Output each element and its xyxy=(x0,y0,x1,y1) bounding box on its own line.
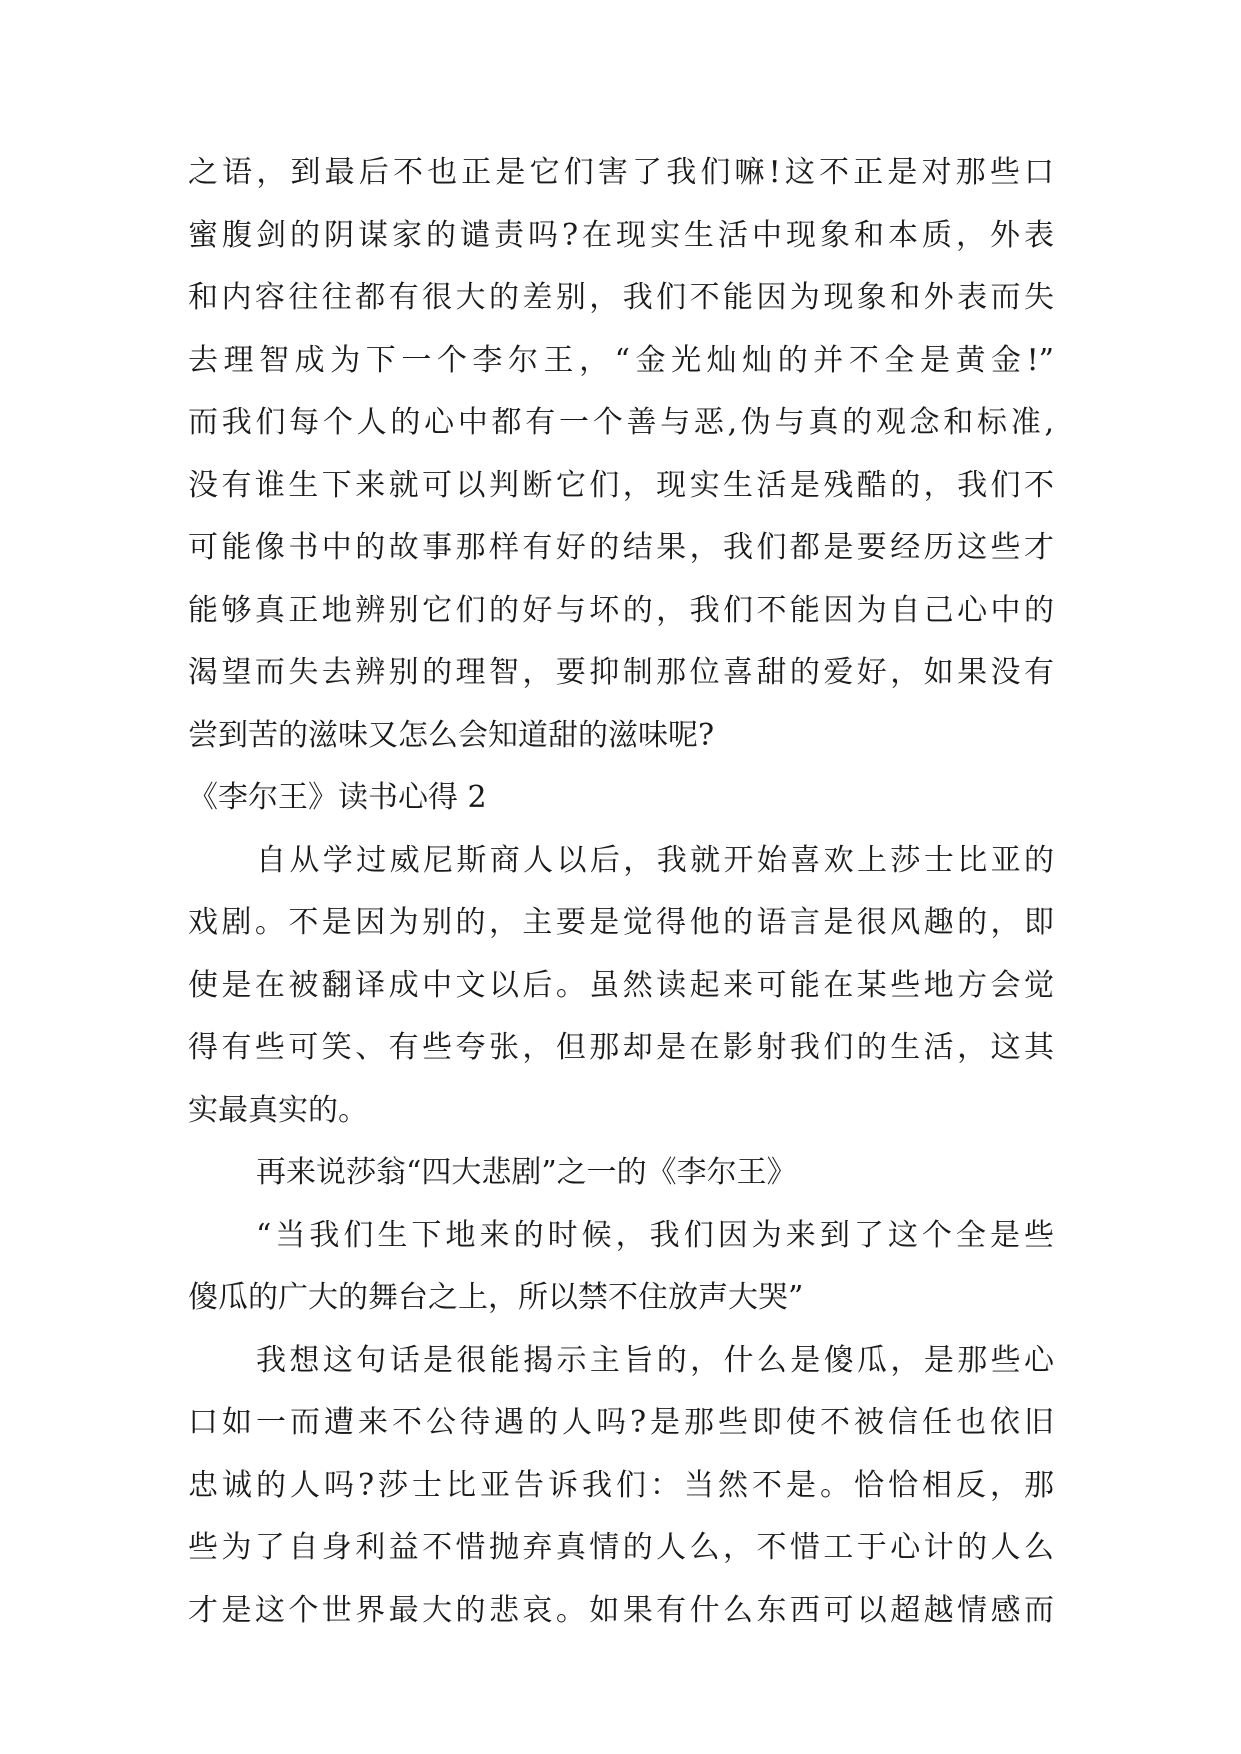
text-line: 我想这句话是很能揭示主旨的，什么是傻瓜，是那些心 xyxy=(256,1342,1054,1378)
text-line: 戏剧。不是因为别的，主要是觉得他的语言是很风趣的，即 xyxy=(188,905,1054,940)
text-line: 些为了自身利益不惜抛弃真情的人么，不惜工于心计的人么 xyxy=(188,1530,1054,1565)
text-line: 能够真正地辨别它们的好与坏的，我们不能因为自己心中的 xyxy=(188,592,1054,628)
text-line: 渴望而失去辨别的理智，要抑制那位喜甜的爱好，如果没有 xyxy=(188,655,1054,690)
text-line: 口如一而遭来不公待遇的人吗?是那些即使不被信任也依旧 xyxy=(188,1405,1054,1440)
text-line: 尝到苦的滋味又怎么会知道甜的滋味呢? xyxy=(188,717,715,753)
text-line: 没有谁生下来就可以判断它们，现实生活是残酷的，我们不 xyxy=(188,467,1054,503)
text-line: 忠诚的人吗?莎士比亚告诉我们：当然不是。恰恰相反，那 xyxy=(188,1467,1054,1503)
text-line: 去理智成为下一个李尔王，“金光灿灿的并不全是黄金!” xyxy=(188,342,1054,378)
text-line: 使是在被翻译成中文以后。虽然读起来可能在某些地方会觉 xyxy=(188,967,1054,1003)
section-heading: 《李尔王》读书心得 2 xyxy=(188,780,487,815)
text-line: 可能像书中的故事那样有好的结果，我们都是要经历这些才 xyxy=(188,530,1054,565)
text-line: 实最真实的。 xyxy=(188,1092,368,1128)
text-line: 和内容往往都有很大的差别，我们不能因为现象和外表而失 xyxy=(188,280,1054,315)
text-line: 再来说莎翁“四大悲剧”之一的《李尔王》 xyxy=(256,1155,797,1190)
text-line: 得有些可笑、有些夸张，但那却是在影射我们的生活，这其 xyxy=(188,1030,1054,1065)
quote-line: “当我们生下地来的时候，我们因为来到了这个全是些 xyxy=(256,1217,1054,1253)
quote-line: 傻瓜的广大的舞台之上，所以禁不住放声大哭” xyxy=(188,1280,804,1315)
text-line: 自从学过威尼斯商人以后，我就开始喜欢上莎士比亚的 xyxy=(256,842,1054,878)
text-line: 才是这个世界最大的悲哀。如果有什么东西可以超越情感而 xyxy=(188,1592,1054,1628)
text-line: 之语，到最后不也正是它们害了我们嘛!这不正是对那些口 xyxy=(188,155,1054,190)
text-line: 而我们每个人的心中都有一个善与恶,伪与真的观念和标准, xyxy=(188,405,1054,440)
document-body xyxy=(188,142,1054,1642)
text-line: 蜜腹剑的阴谋家的谴责吗?在现实生活中现象和本质，外表 xyxy=(188,217,1054,253)
